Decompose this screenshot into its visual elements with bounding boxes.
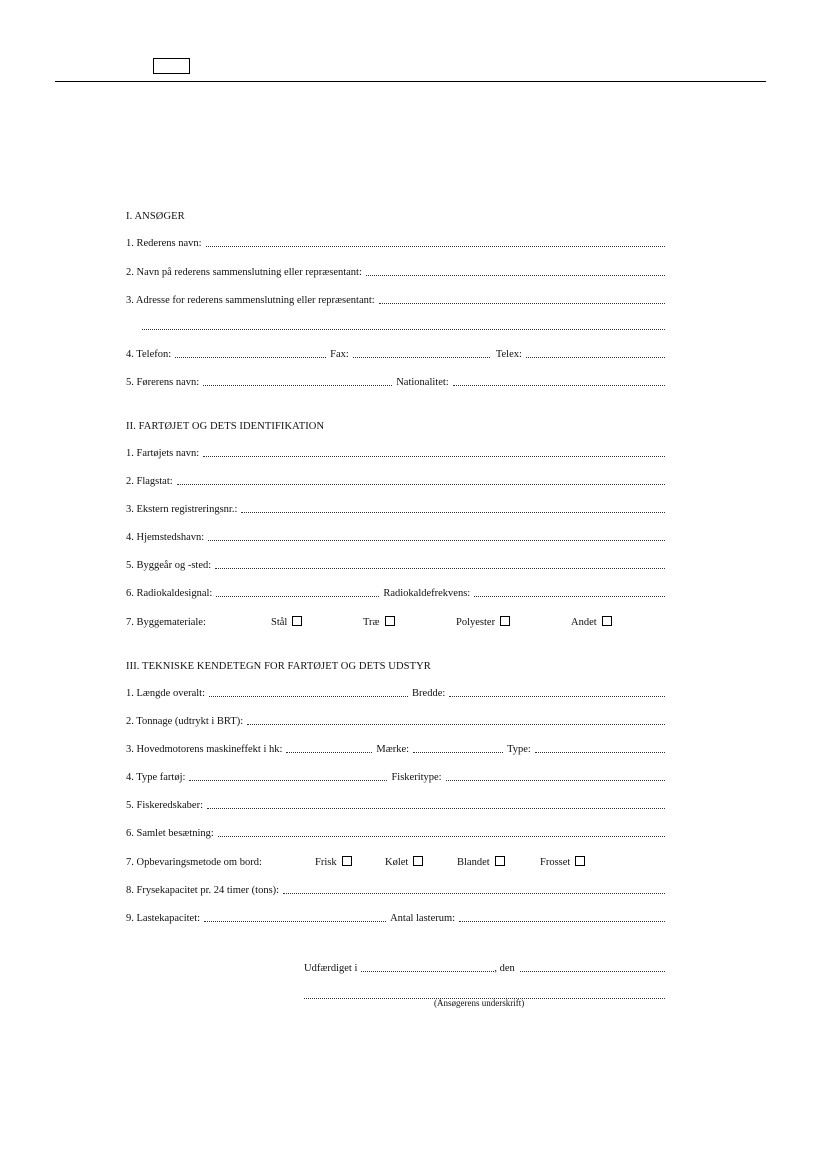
header-rule [55, 81, 766, 82]
field-hovedmotor[interactable] [126, 741, 665, 755]
field-adresse-continuation[interactable] [142, 318, 665, 332]
section-2-title: II. FARTØJET OG DETS IDENTIFIKATION [126, 421, 325, 432]
dotted-line[interactable] [247, 714, 665, 725]
bredde-line[interactable] [449, 686, 665, 697]
option-blandet[interactable]: Blandet [457, 856, 505, 868]
dotted-line[interactable] [142, 319, 665, 330]
field-tonnage[interactable] [126, 713, 665, 727]
field-byggeaar-sted[interactable] [126, 557, 665, 571]
label: 3. Adresse for rederens sammenslutning eller repræsentant: [126, 295, 375, 306]
dotted-line[interactable] [218, 826, 665, 837]
section-3-title: III. TEKNISKE KENDETEGN FOR FARTØJET OG DETS UDSTYR [126, 661, 431, 672]
telex-line[interactable] [526, 347, 665, 358]
field-udfaerdiget[interactable] [304, 960, 665, 974]
option-polyester[interactable]: Polyester [456, 616, 510, 628]
dotted-line[interactable] [366, 265, 665, 276]
label: 2. Navn på rederens sammenslutning eller repræsentant: [126, 267, 362, 278]
radiokaldesignal-line[interactable] [216, 586, 379, 597]
laengde-line[interactable] [209, 686, 408, 697]
label: Antal lasterum: [390, 913, 456, 924]
page-number-box [153, 58, 190, 74]
field-navn-repraesentant[interactable] [126, 264, 665, 278]
label: Radiokaldefrekvens: [383, 588, 471, 599]
label: 2. Tonnage (udtrykt i BRT): [126, 716, 244, 727]
fiskeritype-line[interactable] [446, 770, 665, 781]
label: 7. Opbevaringsmetode om bord: [126, 857, 262, 868]
label: 3. Hovedmotorens maskineffekt i hk: [126, 744, 283, 755]
maskineffekt-line[interactable] [286, 742, 372, 753]
field-frysekapacitet[interactable] [126, 882, 665, 896]
field-radiokald[interactable] [126, 585, 665, 599]
fax-line[interactable] [353, 347, 490, 358]
label: 6. Radiokaldesignal: [126, 588, 213, 599]
checkbox-staal[interactable] [292, 616, 302, 626]
option-kolet[interactable]: Kølet [385, 856, 423, 868]
label: 2. Flagstat: [126, 476, 173, 487]
field-byggemateriale [126, 614, 665, 628]
field-opbevaringsmetode [126, 854, 665, 868]
label: 1. Længde overalt: [126, 688, 206, 699]
dotted-line[interactable] [207, 798, 665, 809]
dotted-line[interactable] [203, 446, 665, 457]
checkbox-frosset[interactable] [575, 856, 585, 866]
label: Mærke: [376, 744, 410, 755]
field-ekstern-registreringsnr[interactable] [126, 501, 665, 515]
label: Udfærdiget i [304, 963, 358, 974]
label: Fax: [330, 349, 349, 360]
label: 4. Type fartøj: [126, 772, 186, 783]
label: 5. Fiskeredskaber: [126, 800, 203, 811]
checkbox-trae[interactable] [385, 616, 395, 626]
label: Fiskeritype: [391, 772, 442, 783]
checkbox-polyester[interactable] [500, 616, 510, 626]
telefon-line[interactable] [175, 347, 326, 358]
lastekapacitet-line[interactable] [204, 911, 386, 922]
field-rederens-navn[interactable] [126, 235, 665, 249]
dotted-line[interactable] [208, 530, 665, 541]
maerke-line[interactable] [413, 742, 503, 753]
label: Telex: [495, 349, 522, 360]
label: 4. Hjemstedshavn: [126, 532, 205, 543]
antal-lasterum-line[interactable] [459, 911, 665, 922]
signature-caption: (Ansøgerens underskrift) [434, 998, 525, 1008]
udfaerdiget-place-line[interactable] [361, 961, 494, 972]
nationalitet-line[interactable] [453, 375, 665, 386]
label: 9. Lastekapacitet: [126, 913, 201, 924]
field-laengde-bredde[interactable] [126, 685, 665, 699]
dotted-line[interactable] [206, 236, 665, 247]
field-forerens-navn[interactable] [126, 374, 665, 388]
option-andet[interactable]: Andet [571, 616, 612, 628]
option-frisk[interactable]: Frisk [315, 856, 352, 868]
forerens-navn-line[interactable] [203, 375, 392, 386]
label: Bredde: [412, 688, 446, 699]
field-fartojets-navn[interactable] [126, 445, 665, 459]
field-fiskeredskaber[interactable] [126, 797, 665, 811]
option-frosset[interactable]: Frosset [540, 856, 585, 868]
label: 5. Førerens navn: [126, 377, 200, 388]
field-type-fartoj[interactable] [126, 769, 665, 783]
dotted-line[interactable] [177, 474, 665, 485]
date-line[interactable] [520, 961, 665, 972]
checkbox-blandet[interactable] [495, 856, 505, 866]
dotted-line[interactable] [379, 293, 665, 304]
label: 8. Frysekapacitet pr. 24 timer (tons): [126, 885, 280, 896]
label: 7. Byggemateriale: [126, 617, 206, 628]
label: 4. Telefon: [126, 349, 172, 360]
label: 3. Ekstern registreringsnr.: [126, 504, 238, 515]
field-lastekapacitet[interactable] [126, 910, 665, 924]
field-hjemstedshavn[interactable] [126, 529, 665, 543]
dotted-line[interactable] [241, 502, 665, 513]
field-adresse-repraesentant[interactable] [126, 292, 665, 306]
label: Nationalitet: [396, 377, 449, 388]
field-samlet-besaetning[interactable] [126, 825, 665, 839]
label: 5. Byggeår og -sted: [126, 560, 212, 571]
field-telefon-fax-telex[interactable] [126, 346, 665, 360]
label: , den [494, 963, 515, 974]
section-1-title: I. ANSØGER [126, 211, 185, 222]
checkbox-andet[interactable] [602, 616, 612, 626]
type-fartoj-line[interactable] [189, 770, 387, 781]
radiokaldefrekvens-line[interactable] [474, 586, 665, 597]
label: 6. Samlet besætning: [126, 828, 214, 839]
dotted-line[interactable] [215, 558, 665, 569]
type-line[interactable] [535, 742, 665, 753]
dotted-line[interactable] [283, 883, 665, 894]
checkbox-kolet[interactable] [413, 856, 423, 866]
field-flagstat[interactable] [126, 473, 665, 487]
label: 1. Rederens navn: [126, 238, 202, 249]
checkbox-frisk[interactable] [342, 856, 352, 866]
option-staal[interactable]: Stål [271, 616, 302, 628]
option-trae[interactable]: Træ [363, 616, 395, 628]
label: Type: [507, 744, 531, 755]
label: 1. Fartøjets navn: [126, 448, 200, 459]
